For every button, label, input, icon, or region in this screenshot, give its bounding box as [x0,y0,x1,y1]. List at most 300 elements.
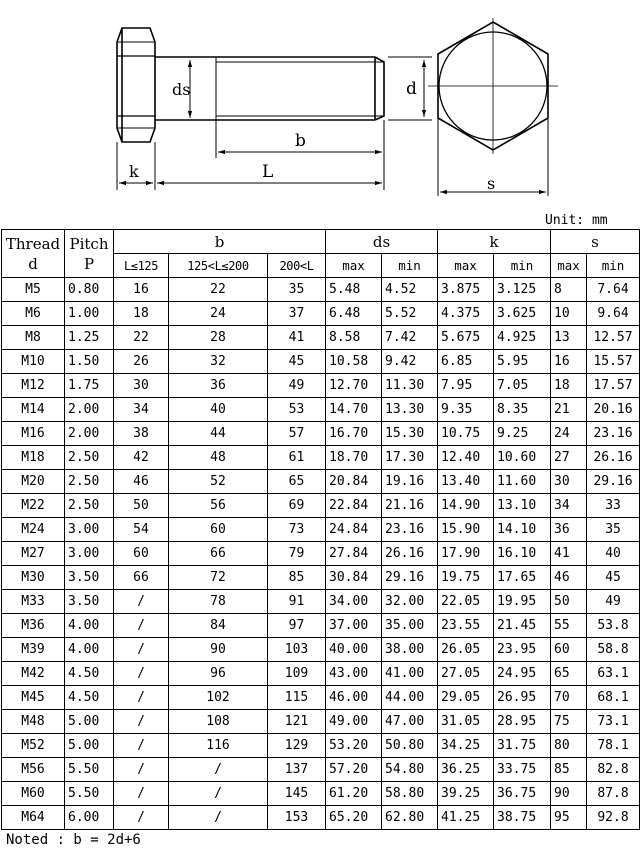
b-mid-cell: / [169,758,268,782]
b-long-cell: 115 [268,686,326,710]
pitch-cell: 1.25 [65,326,114,350]
b-short-cell: 18 [114,302,169,326]
note-text: Noted : b = 2d+6 [6,832,141,848]
min-header: min [587,254,640,278]
thread-cell: M24 [2,518,65,542]
ds-min-cell: 15.30 [382,422,438,446]
s-max-cell: 46 [551,566,587,590]
table-row [2,662,640,686]
thread-cell: M56 [2,758,65,782]
b-short-cell: 60 [114,542,169,566]
bolt-side-view [117,28,384,142]
table-row [2,758,640,782]
min-header: min [382,254,438,278]
s-min-cell: 17.57 [587,374,640,398]
table-row [2,518,640,542]
s-max-cell: 60 [551,638,587,662]
s-max-cell: 70 [551,686,587,710]
k-max-cell: 39.25 [438,782,494,806]
b-long-cell: 153 [268,806,326,830]
s-min-cell: 15.57 [587,350,640,374]
s-min-cell: 82.8 [587,758,640,782]
thread-cell: M64 [2,806,65,830]
s-max-cell: 34 [551,494,587,518]
ds-min-cell: 19.16 [382,470,438,494]
k-min-cell: 28.95 [494,710,551,734]
pitch-cell: 2.50 [65,494,114,518]
ds-min-cell: 38.00 [382,638,438,662]
ds-min-cell: 50.80 [382,734,438,758]
b-long-cell: 121 [268,710,326,734]
L-label: L [262,162,274,182]
ds-min-cell: 13.30 [382,398,438,422]
ds-min-cell: 17.30 [382,446,438,470]
thread-cell: M33 [2,590,65,614]
k-max-cell: 10.75 [438,422,494,446]
b-mid-cell: 116 [169,734,268,758]
k-min-cell: 11.60 [494,470,551,494]
b-long-cell: 35 [268,278,326,302]
ds-min-cell: 44.00 [382,686,438,710]
k-max-cell: 13.40 [438,470,494,494]
k-max-cell: 14.90 [438,494,494,518]
s-max-cell: 80 [551,734,587,758]
thread-cell: M52 [2,734,65,758]
table-row [2,734,640,758]
table-row [2,470,640,494]
k-min-cell: 23.95 [494,638,551,662]
k-min-cell: 10.60 [494,446,551,470]
b-long-cell: 69 [268,494,326,518]
table-row [2,494,640,518]
k-max-cell: 5.675 [438,326,494,350]
pitch-p: P [83,254,95,273]
unit-label: Unit: mm [545,213,608,228]
b-long-cell: 49 [268,374,326,398]
ds-min-cell: 29.16 [382,566,438,590]
k-min-cell: 16.10 [494,542,551,566]
s-max-cell: 13 [551,326,587,350]
thread-cell: M16 [2,422,65,446]
table-row [2,446,640,470]
ds-min-cell: 26.16 [382,542,438,566]
ds-max-cell: 22.84 [326,494,382,518]
b-mid-cell: 96 [169,662,268,686]
b-short-cell: / [114,710,169,734]
ds-min-cell: 35.00 [382,614,438,638]
max-header: max [326,254,382,278]
ds-max-cell: 16.70 [326,422,382,446]
k-max-cell: 23.55 [438,614,494,638]
b-short-cell: 54 [114,518,169,542]
k-min-cell: 17.65 [494,566,551,590]
k-max-cell: 36.25 [438,758,494,782]
ds-min-cell: 62.80 [382,806,438,830]
header-row-1 [2,230,640,254]
thread-cell: M27 [2,542,65,566]
b-long-cell: 53 [268,398,326,422]
b-long-cell: 65 [268,470,326,494]
b-short-cell: 30 [114,374,169,398]
thread-cell: M10 [2,350,65,374]
s-min-cell: 78.1 [587,734,640,758]
pitch-cell: 5.50 [65,782,114,806]
k-min-cell: 38.75 [494,806,551,830]
s-max-cell: 21 [551,398,587,422]
table-row [2,614,640,638]
b-sub-header: 125<L≤200 [169,254,268,278]
ds-max-cell: 12.70 [326,374,382,398]
k-max-cell: 15.90 [438,518,494,542]
thread-cell: M20 [2,470,65,494]
k-min-cell: 8.35 [494,398,551,422]
k-L-dimension [117,142,382,190]
b-mid-cell: 90 [169,638,268,662]
s-max-cell: 55 [551,614,587,638]
table-row [2,638,640,662]
thread-cell: M18 [2,446,65,470]
s-min-cell: 35 [587,518,640,542]
table-row [2,374,640,398]
pitch-cell: 4.50 [65,662,114,686]
s-max-cell: 41 [551,542,587,566]
table-row [2,398,640,422]
b-short-cell: / [114,806,169,830]
s-min-cell: 29.16 [587,470,640,494]
s-max-cell: 95 [551,806,587,830]
b-short-cell: / [114,614,169,638]
ds-max-cell: 18.70 [326,446,382,470]
ds-header: ds [326,230,438,254]
ds-max-cell: 43.00 [326,662,382,686]
thread-cell: M6 [2,302,65,326]
b-sub-header: 200<L [268,254,326,278]
k-max-cell: 7.95 [438,374,494,398]
b-mid-cell: 44 [169,422,268,446]
k-min-cell: 5.95 [494,350,551,374]
b-long-cell: 79 [268,542,326,566]
pitch-cell: 3.50 [65,590,114,614]
k-min-cell: 19.95 [494,590,551,614]
pitch-cell: 5.00 [65,734,114,758]
thread-cell: M5 [2,278,65,302]
ds-max-cell: 6.48 [326,302,382,326]
k-min-cell: 3.625 [494,302,551,326]
b-mid-cell: / [169,782,268,806]
ds-min-cell: 9.42 [382,350,438,374]
k-max-cell: 3.875 [438,278,494,302]
ds-min-cell: 11.30 [382,374,438,398]
k-min-cell: 21.45 [494,614,551,638]
b-label: b [295,131,306,151]
thread-cell: M22 [2,494,65,518]
b-short-cell: / [114,686,169,710]
ds-min-cell: 47.00 [382,710,438,734]
k-min-cell: 14.10 [494,518,551,542]
b-long-cell: 85 [268,566,326,590]
dimension-table [1,229,640,830]
table-row [2,782,640,806]
ds-min-cell: 32.00 [382,590,438,614]
k-max-cell: 31.05 [438,710,494,734]
k-min-cell: 4.925 [494,326,551,350]
ds-label: ds [172,80,191,99]
b-mid-cell: / [169,806,268,830]
b-short-cell: / [114,662,169,686]
b-mid-cell: 108 [169,710,268,734]
b-short-cell: 26 [114,350,169,374]
b-long-cell: 103 [268,638,326,662]
k-max-cell: 12.40 [438,446,494,470]
thread-cell: M12 [2,374,65,398]
k-min-cell: 13.10 [494,494,551,518]
b-long-cell: 97 [268,614,326,638]
pitch-cell: 1.50 [65,350,114,374]
max-header: max [551,254,587,278]
pitch-cell: 2.50 [65,446,114,470]
s-max-cell: 8 [551,278,587,302]
k-header: k [438,230,551,254]
b-short-cell: / [114,590,169,614]
b-long-cell: 73 [268,518,326,542]
b-short-cell: / [114,782,169,806]
pitch-cell: 4.00 [65,638,114,662]
s-min-cell: 92.8 [587,806,640,830]
b-short-cell: 38 [114,422,169,446]
table-row [2,686,640,710]
ds-max-cell: 34.00 [326,590,382,614]
thread-cell: M39 [2,638,65,662]
ds-max-cell: 24.84 [326,518,382,542]
thread-cell: M8 [2,326,65,350]
ds-max-cell: 27.84 [326,542,382,566]
b-long-cell: 57 [268,422,326,446]
s-header: s [551,230,640,254]
b-long-cell: 137 [268,758,326,782]
min-header: min [494,254,551,278]
thread-cell: M30 [2,566,65,590]
k-max-cell: 22.05 [438,590,494,614]
b-mid-cell: 40 [169,398,268,422]
k-min-cell: 31.75 [494,734,551,758]
b-mid-cell: 52 [169,470,268,494]
b-short-cell: 46 [114,470,169,494]
ds-max-cell: 14.70 [326,398,382,422]
k-min-cell: 24.95 [494,662,551,686]
pitch-cell: 5.00 [65,710,114,734]
k-max-cell: 6.85 [438,350,494,374]
table-row [2,542,640,566]
bolt-technical-drawing [0,0,641,210]
pitch-cell: 6.00 [65,806,114,830]
s-min-cell: 87.8 [587,782,640,806]
b-short-cell: 66 [114,566,169,590]
s-label: s [487,174,496,193]
b-short-cell: / [114,758,169,782]
b-short-cell: 22 [114,326,169,350]
table-row [2,566,640,590]
table-row [2,422,640,446]
s-min-cell: 12.57 [587,326,640,350]
b-short-cell: 16 [114,278,169,302]
b-mid-cell: 78 [169,590,268,614]
thread-d: d [28,254,38,273]
s-max-cell: 16 [551,350,587,374]
thread-cell: M42 [2,662,65,686]
pitch-cell: 3.50 [65,566,114,590]
pitch-cell: 2.50 [65,470,114,494]
b-mid-cell: 102 [169,686,268,710]
k-min-cell: 26.95 [494,686,551,710]
s-min-cell: 49 [587,590,640,614]
b-mid-cell: 60 [169,518,268,542]
k-max-cell: 27.05 [438,662,494,686]
thread-cell: M14 [2,398,65,422]
s-min-cell: 73.1 [587,710,640,734]
s-min-cell: 40 [587,542,640,566]
s-max-cell: 24 [551,422,587,446]
b-short-cell: / [114,734,169,758]
s-min-cell: 20.16 [587,398,640,422]
s-min-cell: 58.8 [587,638,640,662]
pitch-cell: 2.00 [65,398,114,422]
s-min-cell: 68.1 [587,686,640,710]
k-min-cell: 3.125 [494,278,551,302]
pitch-header [65,230,114,278]
table-row [2,806,640,830]
b-long-cell: 145 [268,782,326,806]
b-long-cell: 91 [268,590,326,614]
pitch-cell: 3.00 [65,542,114,566]
b-mid-cell: 24 [169,302,268,326]
thread-header [2,230,65,278]
s-min-cell: 26.16 [587,446,640,470]
b-mid-cell: 22 [169,278,268,302]
d-label: d [406,79,417,99]
thread-title: Thread [5,234,61,253]
b-mid-cell: 48 [169,446,268,470]
k-max-cell: 17.90 [438,542,494,566]
thread-cell: M60 [2,782,65,806]
b-long-cell: 45 [268,350,326,374]
b-long-cell: 61 [268,446,326,470]
pitch-cell: 4.00 [65,614,114,638]
thread-cell: M36 [2,614,65,638]
k-max-cell: 26.05 [438,638,494,662]
s-max-cell: 65 [551,662,587,686]
b-mid-cell: 32 [169,350,268,374]
pitch-cell: 5.50 [65,758,114,782]
s-max-cell: 85 [551,758,587,782]
ds-min-cell: 58.80 [382,782,438,806]
b-mid-cell: 72 [169,566,268,590]
s-max-cell: 50 [551,590,587,614]
ds-max-cell: 8.58 [326,326,382,350]
k-min-cell: 33.75 [494,758,551,782]
ds-min-cell: 5.52 [382,302,438,326]
thread-cell: M45 [2,686,65,710]
s-min-cell: 9.64 [587,302,640,326]
table-body [2,278,640,830]
k-min-cell: 7.05 [494,374,551,398]
k-min-cell: 36.75 [494,782,551,806]
s-min-cell: 63.1 [587,662,640,686]
b-short-cell: 34 [114,398,169,422]
b-long-cell: 129 [268,734,326,758]
table-row [2,302,640,326]
s-max-cell: 27 [551,446,587,470]
b-long-cell: 37 [268,302,326,326]
s-max-cell: 36 [551,518,587,542]
s-max-cell: 30 [551,470,587,494]
pitch-cell: 4.50 [65,686,114,710]
ds-min-cell: 21.16 [382,494,438,518]
ds-min-cell: 23.16 [382,518,438,542]
pitch-cell: 3.00 [65,518,114,542]
k-max-cell: 34.25 [438,734,494,758]
table-row [2,350,640,374]
table-row [2,278,640,302]
s-min-cell: 33 [587,494,640,518]
k-max-cell: 4.375 [438,302,494,326]
b-short-cell: 42 [114,446,169,470]
k-max-cell: 9.35 [438,398,494,422]
s-min-cell: 53.8 [587,614,640,638]
ds-min-cell: 4.52 [382,278,438,302]
b-mid-cell: 36 [169,374,268,398]
b-mid-cell: 66 [169,542,268,566]
b-short-cell: / [114,638,169,662]
ds-max-cell: 37.00 [326,614,382,638]
b-long-cell: 41 [268,326,326,350]
b-short-cell: 50 [114,494,169,518]
ds-max-cell: 30.84 [326,566,382,590]
ds-max-cell: 5.48 [326,278,382,302]
k-max-cell: 41.25 [438,806,494,830]
s-min-cell: 23.16 [587,422,640,446]
ds-max-cell: 57.20 [326,758,382,782]
pitch-cell: 0.80 [65,278,114,302]
thread-cell: M48 [2,710,65,734]
s-max-cell: 75 [551,710,587,734]
ds-max-cell: 46.00 [326,686,382,710]
s-max-cell: 18 [551,374,587,398]
max-header: max [438,254,494,278]
k-min-cell: 9.25 [494,422,551,446]
k-label: k [129,162,139,181]
b-sub-header: L≤125 [114,254,169,278]
ds-max-cell: 53.20 [326,734,382,758]
b-mid-cell: 84 [169,614,268,638]
ds-max-cell: 61.20 [326,782,382,806]
table-row [2,326,640,350]
b-long-cell: 109 [268,662,326,686]
pitch-title: Pitch [69,234,109,253]
ds-min-cell: 54.80 [382,758,438,782]
table-row [2,590,640,614]
k-max-cell: 29.05 [438,686,494,710]
s-max-cell: 10 [551,302,587,326]
pitch-cell: 1.00 [65,302,114,326]
ds-max-cell: 10.58 [326,350,382,374]
ds-max-cell: 20.84 [326,470,382,494]
pitch-cell: 1.75 [65,374,114,398]
ds-max-cell: 49.00 [326,710,382,734]
pitch-cell: 2.00 [65,422,114,446]
table-row [2,710,640,734]
ds-max-cell: 40.00 [326,638,382,662]
bolt-end-view [428,18,558,196]
